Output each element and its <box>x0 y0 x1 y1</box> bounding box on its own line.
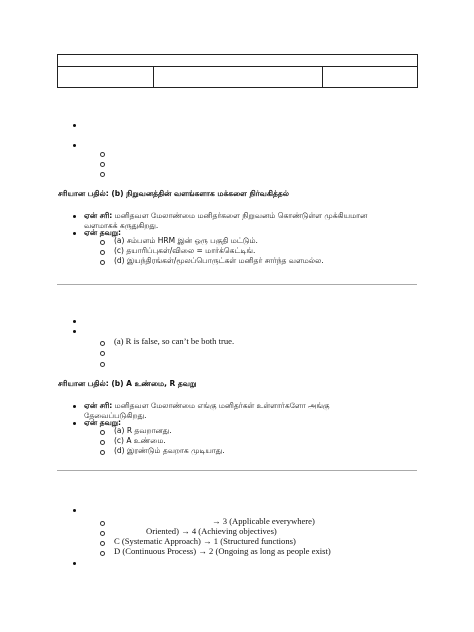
circle-bullet-icon <box>100 551 105 556</box>
match-item: → 3 (Applicable everywhere) <box>212 516 315 526</box>
circle-bullet-icon <box>100 362 105 367</box>
wrong-item: (d) இரண்டும் தவறாக முடியாது. <box>114 446 225 455</box>
bullet-icon <box>73 562 76 565</box>
circle-bullet-icon <box>100 541 105 546</box>
divider <box>57 470 417 471</box>
match-item: C (Systematic Approach) → 1 (Structured functions) <box>114 536 296 546</box>
table-row-divider <box>58 66 417 67</box>
why-correct-text: மனிதவள மேலாண்மை மனிதர்களை நிறுவனம் கொண்டுள்ள முக்கியமான <box>112 211 368 220</box>
circle-bullet-icon <box>100 260 105 265</box>
table-column-divider <box>153 66 154 87</box>
bullet-icon <box>73 124 76 127</box>
bullet-icon <box>73 509 76 512</box>
wrong-item: (d) இயந்திரங்கள்/மூலப்பொருட்கள் மனிதர் சார்ந்த வளமல்ல. <box>114 256 324 265</box>
circle-bullet-icon <box>100 162 105 167</box>
answer-heading: சரியான பதில்: (b) நிறுவனத்தின் வளங்களாக மக்களை நிர்வகித்தல் <box>58 189 289 198</box>
circle-bullet-icon <box>100 521 105 526</box>
wrong-item: (c) A உண்மை. <box>114 436 166 445</box>
why-correct-line <box>84 211 367 221</box>
answer-heading: சரியான பதில்: (b) A உண்மை, R தவறு <box>58 379 197 388</box>
option-line: (a) R is false, so can’t be both true. <box>114 336 235 346</box>
circle-bullet-icon <box>100 430 105 435</box>
match-item: D (Continuous Process) → 2 (Ongoing as long as people exist) <box>114 546 331 556</box>
wrong-item: (a) R தவறானது. <box>114 426 172 435</box>
circle-bullet-icon <box>100 250 105 255</box>
circle-bullet-icon <box>100 341 105 346</box>
bullet-icon <box>73 144 76 147</box>
bullet-icon <box>73 405 76 408</box>
circle-bullet-icon <box>100 351 105 356</box>
why-correct-line <box>84 401 330 411</box>
circle-bullet-icon <box>100 152 105 157</box>
circle-bullet-icon <box>100 450 105 455</box>
circle-bullet-icon <box>100 172 105 177</box>
bullet-icon <box>73 330 76 333</box>
table-column-divider <box>322 66 323 87</box>
bullet-icon <box>73 215 76 218</box>
circle-bullet-icon <box>100 531 105 536</box>
wrong-item: (c) தயாரிப்புகள்/விலை = மார்க்கெட்டிங். <box>114 246 256 255</box>
why-correct-text-cont: வளமாகக் கருதுகிறது. <box>84 221 159 230</box>
why-correct-label: ஏன் சரி: <box>84 211 113 220</box>
bullet-icon <box>73 232 76 235</box>
why-wrong-label: ஏன் தவறு: <box>84 418 122 427</box>
match-item: Oriented) → 4 (Achieving objectives) <box>146 526 277 536</box>
wrong-item: (a) சம்பளம் HRM இன் ஒரு பகுதி மட்டும். <box>114 236 258 245</box>
bullet-icon <box>73 320 76 323</box>
why-correct-text: மனிதவள மேலாண்மை எங்கு மனிதர்கள் உள்ளார்களோ அங்கு <box>112 401 330 410</box>
circle-bullet-icon <box>100 440 105 445</box>
why-correct-text-cont: தேவைப்படுகிறது. <box>84 411 147 420</box>
empty-table <box>57 54 418 88</box>
bullet-icon <box>73 422 76 425</box>
divider <box>57 284 417 285</box>
circle-bullet-icon <box>100 240 105 245</box>
why-correct-label: ஏன் சரி: <box>84 401 113 410</box>
why-wrong-label: ஏன் தவறு: <box>84 228 122 237</box>
